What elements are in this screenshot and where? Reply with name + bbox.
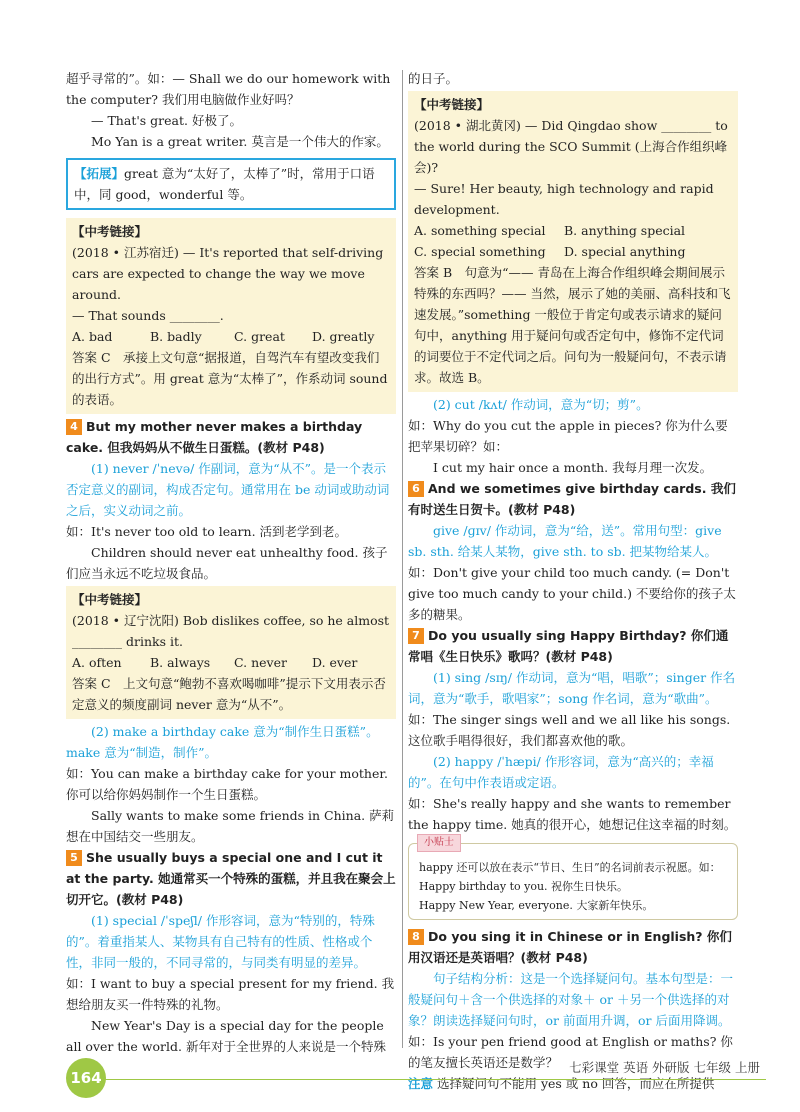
exam-link-title: 【中考链接】 (414, 97, 490, 112)
exam-options (414, 220, 732, 241)
extension-text: great 意为“太好了，太棒了”时，常用于口语中，同 good，wonderful 等。 (74, 166, 375, 202)
example: 如：Is your pen friend good at English or maths? 你的笔友擅长英语还是数学？ (408, 1034, 733, 1070)
example: 如：Why do you cut the apple in pieces? 你为什么要把苹果切碎？如： (408, 418, 728, 454)
exam-link-box (66, 586, 396, 719)
option: D. greatly (312, 329, 375, 344)
left-paragraph: — That's great. 好极了。 (91, 113, 242, 128)
left-column (66, 68, 396, 1057)
explanation: (2) make a birthday cake 意为“制作生日蛋糕”。make 意为“制造，制作”。 (66, 724, 379, 760)
option: B. badly (150, 329, 202, 344)
section-number: 8 (408, 929, 424, 945)
page-number: 164 (66, 1058, 106, 1098)
page-footer (0, 1044, 800, 1090)
example: 如：I want to buy a special present for my friend. 我想给朋友买一件特殊的礼物。 (66, 976, 395, 1012)
example: 如：She's really happy and she wants to remember the happy time. 她真的很开心，她想记住这幸福的时刻。 (408, 796, 737, 832)
explanation: (2) happy /ˈhæpi/ 作形容词，意为“高兴的；幸福的”。在句中作表语或定语。 (408, 754, 714, 790)
example: Children should never eat unhealthy food. 孩子们应当永远不吃垃圾食品。 (66, 545, 388, 581)
explanation: give /ɡɪv/ 作动词，意为“给，送”。常用句型：give sb. sth. 给某人某物，give sth. to sb. 把某物给某人。 (408, 523, 722, 559)
section-number: 7 (408, 628, 424, 644)
footer-rule (96, 1079, 766, 1080)
extension-title: 【拓展】 (74, 166, 125, 181)
tip-line: happy 还可以放在表示“节日、生日”的名词前表示祝愿。如： (419, 861, 721, 874)
note-text: 选择疑问句不能用 yes 或 no 回答，而应在所提供 (437, 1076, 715, 1091)
option: C. special something (414, 244, 546, 259)
extension-box (66, 158, 396, 210)
exam-answer: 答案 C 上文句意“鲍勃不喜欢喝咖啡”提示下文用表示否定意义的频度副词 never 意为“从不”。 (72, 676, 386, 712)
section-title: Do you sing it in Chinese or in English? 你们用汉语还是英语唱？(教材 P48) (408, 929, 732, 965)
book-title: 七彩课堂 英语 外研版 七年级 上册 (569, 1060, 760, 1075)
note-label: 注意 (408, 1076, 434, 1091)
left-paragraph: 超乎寻常的”。如：— Shall we do our homework with the computer? 我们用电脑做作业好吗？ (66, 71, 391, 107)
section-title: She usually buys a special one and I cut it at the party. 她通常买一个特殊的蛋糕，并且我在聚会上切开它。(教材 P48) (66, 850, 396, 907)
example: New Year's Day is a special day for the people all over the world. 新年对于全世界的人来说是一个特殊 (66, 1018, 386, 1054)
section-heading (408, 478, 738, 520)
example: 如：Don't give your child too much candy. (= Don't give too much candy to your child.) 不要给你的孩子太多的糖果。 (408, 565, 736, 622)
option: A. something special (414, 223, 546, 238)
tip-line: Happy birthday to you. 祝你生日快乐。 (419, 880, 629, 893)
option: D. special anything (564, 244, 686, 259)
tip-box (408, 837, 738, 920)
section-title: Do you usually sing Happy Birthday? 你们通常唱《生日快乐》歌吗？(教材 P48) (408, 628, 729, 664)
exam-options (414, 241, 732, 262)
column-divider (402, 70, 403, 1048)
example: 如：It's never too old to learn. 活到老学到老。 (66, 524, 348, 539)
explanation: (1) special /ˈspeʃl/ 作形容词，意为“特别的，特殊的”。着重指某人、某物具有自己特有的性质、性格或个性，非同一般的，不同寻常的，与同类有明显的差异。 (66, 913, 375, 970)
option: D. ever (312, 655, 358, 670)
option: A. bad (72, 329, 113, 344)
option: B. always (150, 655, 211, 670)
explanation: (1) never /ˈnevə/ 作副词，意为“从不”。是一个表示否定意义的副词，构成否定句。通常用在 be 动词或助动词之后，实义动词之前。 (66, 461, 390, 518)
example: I cut my hair once a month. 我每月理一次发。 (433, 460, 713, 475)
example: 如：You can make a birthday cake for your mother. 你可以给你妈妈制作一个生日蛋糕。 (66, 766, 388, 802)
exam-options (72, 326, 390, 347)
section-number: 6 (408, 481, 424, 497)
section-number: 5 (66, 850, 82, 866)
exam-options (72, 652, 390, 673)
tip-line: Happy New Year, everyone. 大家新年快乐。 (419, 899, 654, 912)
tip-tag: 小贴士 (417, 834, 461, 852)
option: B. anything special (564, 223, 686, 238)
exam-link-title: 【中考链接】 (72, 224, 148, 239)
section-title: And we sometimes give birthday cards. 我们有时送生日贺卡。(教材 P48) (408, 481, 736, 517)
exam-link-box (66, 218, 396, 414)
exam-question: (2018 • 辽宁沈阳) Bob dislikes coffee, so he almost ________ drinks it. (72, 613, 390, 649)
right-column (408, 68, 738, 1094)
exam-answer: 答案 C 承接上文句意“据报道，自驾汽车有望改变我们的出行方式”。用 great 意为“太棒了”，作系动词 sound 的表语。 (72, 350, 388, 407)
example: 如：The singer sings well and we all like his songs. 这位歌手唱得很好，我们都喜欢他的歌。 (408, 712, 731, 748)
section-title: But my mother never makes a birthday cake. 但我妈妈从不做生日蛋糕。(教材 P48) (66, 419, 363, 455)
explanation: 句子结构分析：这是一个选择疑问句。基本句型是：一般疑问句＋含一个供选择的对象＋ or ＋另一个供选择的对象？朗读选择疑问句时，or 前面用升调，or 后面用降调。 (408, 971, 734, 1028)
example: Sally wants to make some friends in China. 萨莉想在中国结交一些朋友。 (66, 808, 395, 844)
section-heading (408, 926, 738, 968)
exam-question: — That sounds ________. (72, 308, 224, 323)
explanation: (1) sing /sɪŋ/ 作动词，意为“唱，唱歌”；singer 作名词，意为“歌手，歌唱家”；song 作名词，意为“歌曲”。 (408, 670, 736, 706)
exam-link-box (408, 91, 738, 392)
option: A. often (72, 655, 122, 670)
exam-link-title: 【中考链接】 (72, 592, 148, 607)
option: C. never (234, 655, 287, 670)
exam-question: (2018 • 湖北黄冈) — Did Qingdao show ________ to the world during the SCO Summit (上海合作组织峰会)? (414, 118, 728, 175)
section-number: 4 (66, 419, 82, 435)
left-paragraph: Mo Yan is a great writer. 莫言是一个伟大的作家。 (91, 134, 389, 149)
section-heading (408, 625, 738, 667)
section-heading (66, 416, 396, 458)
exam-answer: 答案 B 句意为“—— 青岛在上海合作组织峰会期间展示特殊的东西吗？—— 当然，展示了她的美丽、高科技和飞速发展。”something 一般位于肯定句或表示请求的疑问句中，anything 用于疑问句或否定句中，修饰不定代词的词要位于不定代词之后。问句为一般疑问句，不表示请求。故选 B。 (414, 265, 731, 385)
section-heading (66, 847, 396, 910)
exam-question: — Sure! Her beauty, high technology and rapid development. (414, 181, 714, 217)
exam-question: (2018 • 江苏宿迁) — It's reported that self-driving cars are expected to change the way we move around. (72, 245, 384, 302)
right-paragraph: 的日子。 (408, 71, 459, 86)
option: C. great (234, 329, 285, 344)
explanation: (2) cut /kʌt/ 作动词，意为“切；剪”。 (433, 397, 649, 412)
